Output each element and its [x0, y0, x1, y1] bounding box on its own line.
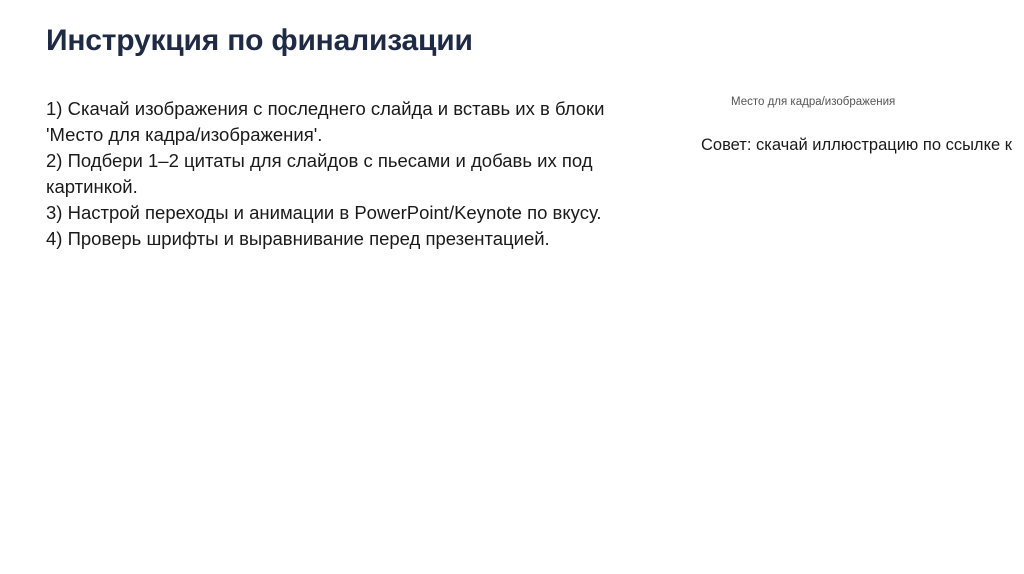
instruction-step-4: 4) Проверь шрифты и выравнивание перед презентацией. — [46, 228, 550, 249]
instruction-step-1: 1) Скачай изображения с последнего слайда и вставь их в блоки 'Место для кадра/изображения'. — [46, 98, 605, 145]
slide-title: Инструкция по финализации — [46, 24, 473, 57]
instructions-list — [46, 96, 666, 252]
instruction-step-2: 2) Подбери 1–2 цитаты для слайдов с пьесами и добавь их под картинкой. — [46, 150, 593, 197]
image-placeholder-label: Место для кадра/изображения — [731, 96, 896, 108]
instruction-step-3: 3) Настрой переходы и анимации в PowerPoint/Keynote по вкусу. — [46, 202, 602, 223]
tip-text: Совет: скачай иллюстрацию по ссылке к — [701, 136, 1012, 154]
